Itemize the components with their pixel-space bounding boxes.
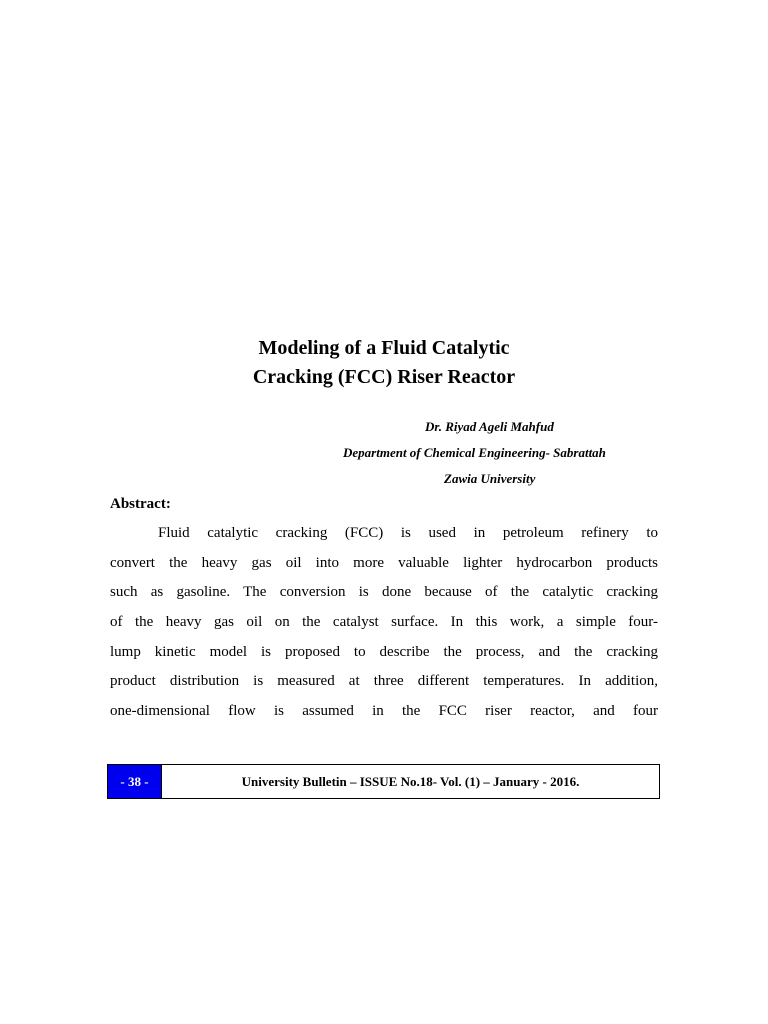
abstract-line: one-dimensional flow is assumed in the FCC riser reactor, and four bbox=[110, 703, 658, 720]
paper-title-line-1: Modeling of a Fluid Catalytic bbox=[258, 337, 510, 359]
abstract-body bbox=[110, 519, 658, 727]
bulletin-citation: University Bulletin – ISSUE No.18- Vol. (1) – January - 2016. bbox=[241, 773, 580, 789]
page-footer bbox=[107, 764, 660, 799]
abstract-line: such as gasoline. The conversion is done because of the catalytic cracking bbox=[110, 584, 658, 601]
author-university: Zawia University bbox=[444, 471, 536, 486]
author-name: Dr. Riyad Ageli Mahfud bbox=[425, 419, 554, 434]
abstract-heading: Abstract: bbox=[110, 496, 171, 512]
abstract-line: convert the heavy gas oil into more valuable lighter hydrocarbon products bbox=[110, 554, 658, 571]
abstract-line: lump kinetic model is proposed to describe the process, and the cracking bbox=[110, 643, 658, 660]
abstract-line: product distribution is measured at three different temperatures. In addition, bbox=[110, 673, 658, 690]
page-number-badge: - 38 - bbox=[108, 765, 162, 798]
author-department: Department of Chemical Engineering- Sabrattah bbox=[343, 445, 606, 460]
abstract-line: Fluid catalytic cracking (FCC) is used in petroleum refinery to bbox=[158, 525, 658, 541]
abstract-line: of the heavy gas oil on the catalyst surface. In this work, a simple four- bbox=[110, 614, 658, 631]
paper-title-line-2: Cracking (FCC) Riser Reactor bbox=[252, 366, 516, 388]
